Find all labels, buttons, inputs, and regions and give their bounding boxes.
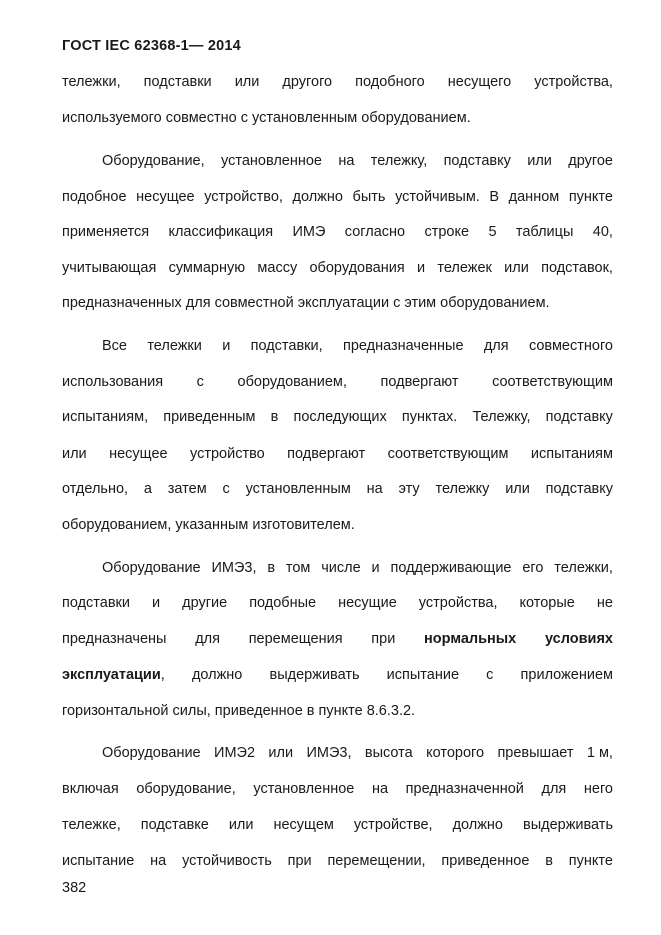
text-line: тележки, подставки или другого подобного несущего устройства,: [62, 74, 613, 90]
text-line: оборудованием, указанным изготовителем.: [62, 517, 355, 533]
bold-term: эксплуатации: [62, 667, 161, 683]
text-line: предназначены для перемещения при нормальных условиях: [62, 631, 613, 647]
text-line: испытание на устойчивость при перемещении, приведенное в пункте: [62, 853, 613, 869]
text-line: подставки и другие подобные несущие устройства, которые не: [62, 595, 613, 611]
text-line: или несущее устройство подвергают соответствующим испытаниям: [62, 446, 613, 462]
document-header: ГОСТ IEC 62368-1— 2014: [62, 38, 241, 54]
text-line: подобное несущее устройство, должно быть устойчивым. В данном пункте: [62, 189, 613, 205]
paragraph-first-line: Оборудование, установленное на тележку, подставку или другое: [102, 153, 613, 169]
text-line: применяется классификация ИМЭ согласно строке 5 таблицы 40,: [62, 224, 613, 240]
text-line: испытаниям, приведенным в последующих пунктах. Тележку, подставку: [62, 409, 613, 425]
text-line: предназначенных для совместной эксплуатации с этим оборудованием.: [62, 295, 550, 311]
bold-term: условиях: [544, 631, 613, 647]
page-number: 382: [62, 880, 87, 896]
text-line: учитывающая суммарную массу оборудования и тележек или подставок,: [62, 260, 613, 276]
text-line: тележке, подставке или несущем устройстве, должно выдерживать: [62, 817, 613, 833]
text-line: используемого совместно с установленным оборудованием.: [62, 110, 471, 126]
text-line: использования с оборудованием, подвергают соответствующим: [62, 374, 613, 390]
paragraph-first-line: Оборудование ИМЭ2 или ИМЭ3, высота которого превышает 1 м,: [102, 745, 613, 761]
bold-term: нормальных: [424, 631, 517, 647]
text-line: отдельно, а затем с установленным на эту тележку или подставку: [62, 481, 613, 497]
paragraph-first-line: Все тележки и подставки, предназначенные для совместного: [102, 338, 613, 354]
paragraph-first-line: Оборудование ИМЭ3, в том числе и поддерживающие его тележки,: [102, 560, 613, 576]
text-line: эксплуатации, должно выдерживать испытание с приложением: [62, 667, 613, 683]
text-line: горизонтальной силы, приведенное в пункте 8.6.3.2.: [62, 703, 416, 719]
text-line: включая оборудование, установленное на предназначенной для него: [62, 781, 613, 797]
